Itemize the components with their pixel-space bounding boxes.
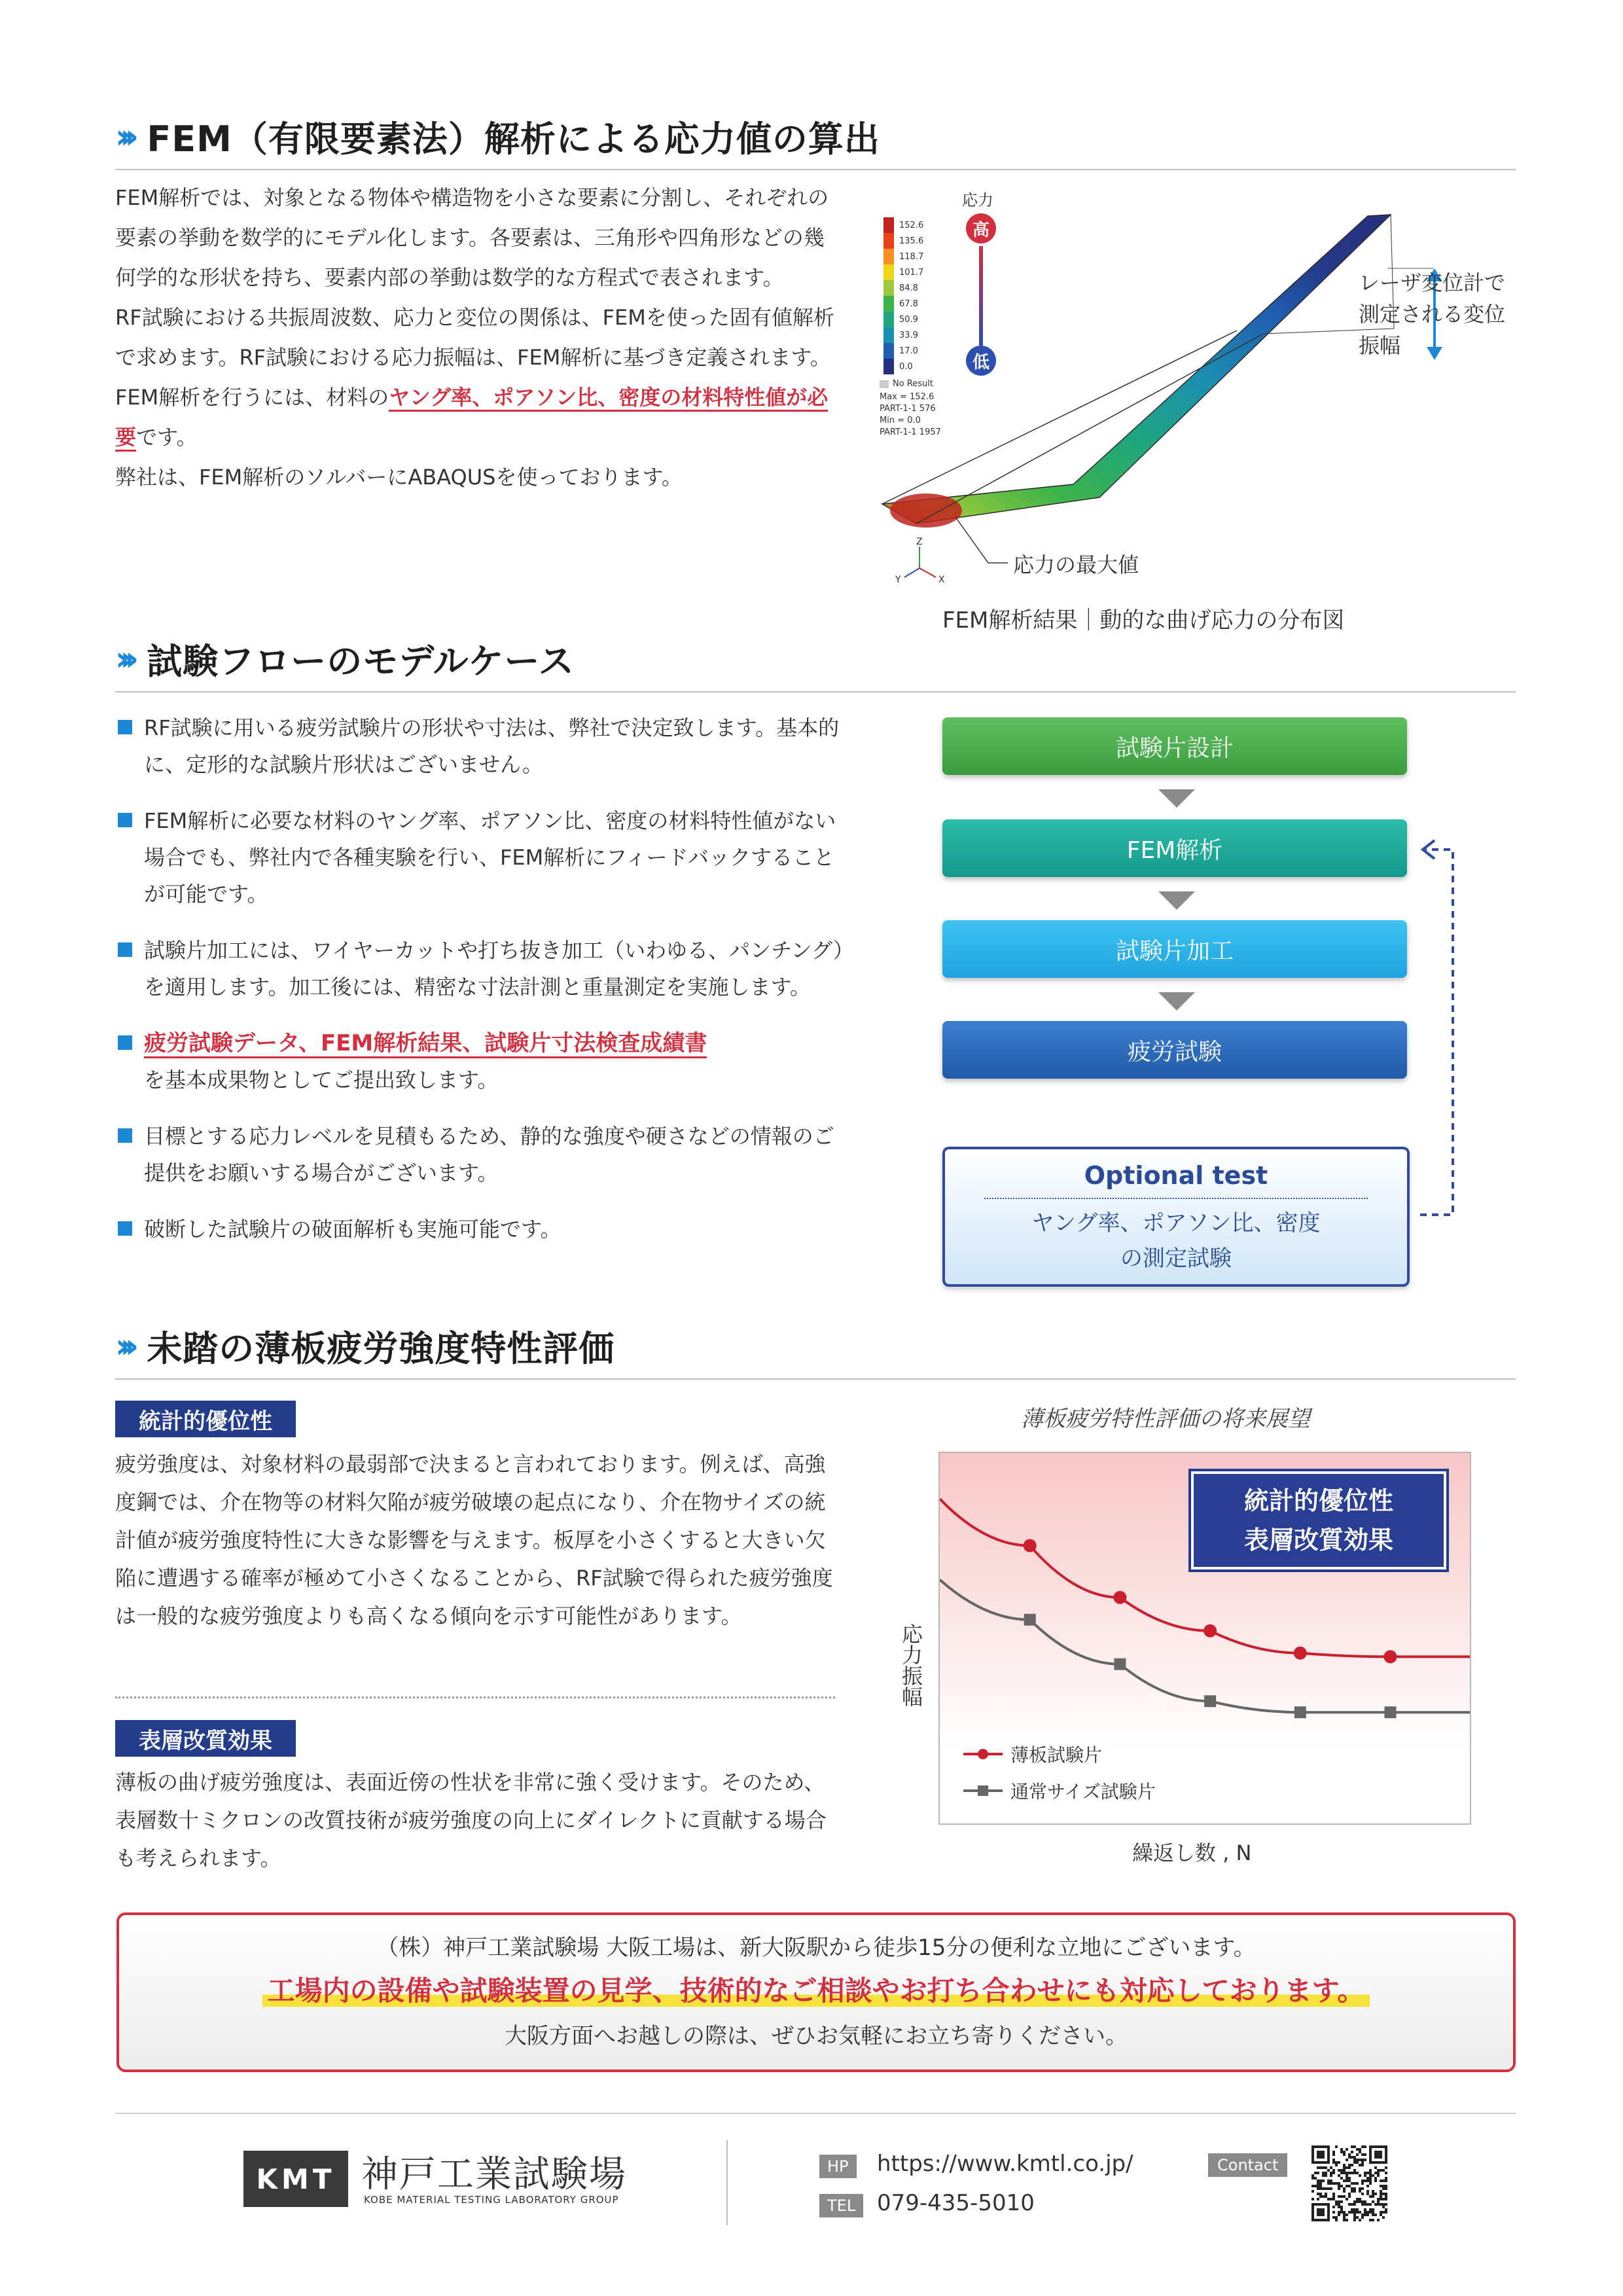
company-logo-mark — [243, 2151, 348, 2207]
optional-body: ヤング率、ポアソン比、密度の測定試験 — [1031, 1210, 1321, 1272]
scale-swatch — [883, 343, 894, 359]
list-item: FEM解析に必要な材料のヤング率、ポアソン比、密度の材料特性値がない場合でも、弊社内で各種実験を行い、FEM解析にフィードバックすることが可能です。 — [115, 802, 848, 912]
scale-row — [883, 264, 923, 280]
section3-title: 未踏の薄板疲労強度特性評価 — [147, 1328, 615, 1369]
list-item: 疲労試験データ、FEM解析結果、試験片寸法検査成績書 を基本成果物としてご提出致します。 — [115, 1025, 848, 1098]
flow-step-design: 試験片設計 — [942, 717, 1407, 775]
notice-line2-wrap — [119, 1969, 1513, 2009]
scale-value: 118.7 — [899, 251, 924, 262]
bullet-square-icon — [118, 1221, 132, 1236]
paragraph: 弊社は、FEM解析のソルバーにABAQUSを使っております。 — [115, 465, 683, 490]
scale-value: 0.0 — [899, 361, 913, 372]
axis-label: Y — [895, 575, 901, 585]
chart-legend — [963, 1741, 1156, 1814]
highlight-text: ヤング率、ポアソン比、密度の材料特性値が必要 — [115, 385, 828, 452]
tag-statistical: 統計的優位性 — [115, 1401, 296, 1437]
scale-row — [883, 249, 923, 264]
list-item: 試験片加工には、ワイヤーカットや打ち抜き加工（いわゆる、パンチング）を適用します。加工後には、精密な寸法計測と重量測定を実施します。 — [115, 932, 848, 1005]
data-point — [1294, 1647, 1307, 1660]
data-point — [1385, 1706, 1397, 1718]
section3-header — [115, 1321, 615, 1371]
list-item: 破断した試験片の破面解析も実施可能です。 — [115, 1211, 848, 1247]
chevrons-icon: › › › — [115, 1326, 130, 1366]
scale-stats — [880, 378, 941, 439]
list-item: 目標とする応力レベルを見積もるため、静的な強度や硬さなどの情報のご提供をお願いする場合がございます。 — [115, 1118, 848, 1191]
scale-swatch — [883, 312, 894, 327]
optional-test-box — [942, 1147, 1410, 1287]
fem-figure — [870, 177, 1525, 648]
chart-title: 薄板疲労特性評価の将来展望 — [1021, 1406, 1310, 1432]
legend-item — [963, 1741, 1156, 1767]
section1-text — [115, 178, 842, 497]
legend-label: 薄板試験片 — [1010, 1744, 1103, 1766]
legend-item — [963, 1778, 1156, 1804]
scale-value: 135.6 — [899, 236, 924, 246]
data-point — [1204, 1695, 1216, 1707]
stat-line: Max = 152.6 — [880, 392, 935, 402]
paragraph: FEM解析を行うには、材料のヤング率、ポアソン比、密度の材料特性値が必要です。 — [115, 378, 842, 457]
company-name: 神戸工業試験場 — [361, 2153, 627, 2196]
chart-xlabel: 繰返し数 , N — [1132, 1840, 1252, 1865]
data-point — [1114, 1659, 1126, 1670]
optional-title: Optional test — [1084, 1161, 1268, 1190]
scale-row — [883, 312, 923, 327]
flow-step-fem: FEM解析 — [942, 819, 1407, 877]
highlight-text: 疲労試験データ、FEM解析結果、試験片寸法検査成績書 — [144, 1030, 707, 1058]
scale-value: 33.9 — [899, 330, 918, 340]
low-badge: 低 — [966, 346, 996, 376]
bullet-square-icon — [118, 1128, 132, 1143]
bullet-square-icon — [118, 942, 132, 957]
scale-swatch — [883, 327, 894, 343]
notice-line3: 大阪方面へお越しの際は、ぜひお気軽にお立ち寄りください。 — [505, 2023, 1128, 2049]
footer-divider — [726, 2140, 728, 2225]
contact-label: Contact — [1208, 2153, 1287, 2177]
scale-value: 101.7 — [899, 267, 924, 278]
max-note: 応力の最大値 — [1013, 552, 1139, 577]
bullet-square-icon — [118, 1035, 132, 1050]
fem-plot — [870, 177, 1525, 648]
axis-label: X — [938, 575, 945, 585]
statistical-text: 疲労強度は、対象材料の最弱部で決まると言われております。例えば、高強度鋼では、介在物等の材料欠陥が疲労破壊の起点になり、介在物サイズの統計値が疲労強度特性に大きな影響を与えます。板厚を小さくすると大きい欠陥に遭遇する確率が極めて小さくなることから、RF試験で得られた疲労強度は一般的な疲労強度よりも高くなる傾向を示す可能性があります。 — [115, 1452, 833, 1628]
scale-swatch — [883, 359, 894, 374]
chevrons-icon: › › › — [115, 639, 130, 679]
flow-step-machining: 試験片加工 — [942, 920, 1407, 978]
section1-header — [115, 111, 880, 162]
scale-swatch — [883, 280, 894, 296]
scale-value: 17.0 — [899, 346, 918, 356]
bullet-square-icon — [118, 720, 132, 734]
scale-value: 84.8 — [899, 283, 918, 293]
section1-title: FEM（有限要素法）解析による応力値の算出 — [147, 118, 880, 160]
notice-box — [116, 1912, 1516, 2072]
qr-code-icon[interactable] — [1309, 2143, 1390, 2224]
legend-marker-circle-icon — [963, 1748, 1003, 1761]
section2-title: 試験フローのモデルケース — [147, 641, 575, 682]
divider — [115, 691, 1516, 692]
scale-row — [883, 327, 923, 343]
scale-swatch — [883, 217, 894, 233]
series-line — [940, 1580, 1470, 1713]
chevrons-icon: › › › — [115, 117, 130, 156]
annotation-box — [1188, 1469, 1449, 1572]
figure-caption: FEM解析結果｜動的な曲げ応力の分布図 — [942, 607, 1345, 634]
website-link[interactable]: https://www.kmtl.co.jp/ — [877, 2151, 1133, 2177]
divider — [115, 1378, 1516, 1380]
scale-value: 67.8 — [899, 298, 918, 309]
stat-line: PART-1-1 1957 — [880, 427, 941, 437]
axis-label: Z — [916, 537, 923, 547]
scale-value: 152.6 — [899, 220, 924, 230]
tel-label: TEL — [819, 2194, 863, 2217]
stress-gradient-arrow — [979, 246, 983, 346]
scale-value: 50.9 — [899, 314, 918, 325]
phone-number: 079-435-5010 — [877, 2190, 1035, 2216]
data-point — [1204, 1624, 1217, 1638]
section2-header — [115, 634, 575, 684]
surface-text: 薄板の曲げ疲労強度は、表面近傍の性状を非常に強く受けます。そのため、表層数十ミクロンの改質技術が疲労強度の向上にダイレクトに貢献する場合も考えられます。 — [115, 1770, 827, 1871]
scale-swatch — [883, 233, 894, 249]
divider — [115, 169, 1516, 170]
axis-x — [919, 568, 936, 577]
axis-y — [904, 568, 919, 577]
legend-label: 通常サイズ試験片 — [1010, 1781, 1156, 1803]
dotted-divider — [115, 1696, 835, 1698]
divider — [115, 2113, 1516, 2114]
laser-note: レーザ変位計で測定される変位振幅 — [1359, 270, 1506, 358]
chart-ylabel: 応力振幅 — [899, 1623, 923, 1707]
data-point — [1384, 1650, 1397, 1663]
scale-swatch — [883, 264, 894, 280]
annotation-line: 統計的優位性 — [1243, 1486, 1393, 1515]
scale-row — [883, 296, 923, 312]
hp-label: HP — [819, 2155, 857, 2178]
tag-surface: 表層改質効果 — [115, 1720, 296, 1757]
stat-line: PART-1-1 576 — [880, 404, 936, 414]
data-point — [1294, 1706, 1306, 1718]
max-leader — [955, 517, 1008, 563]
max-stress-spot — [890, 493, 962, 528]
data-point — [1024, 1539, 1037, 1552]
scale-row — [883, 280, 923, 296]
notice-line2: 工場内の設備や試験装置の見学、技術的なご相談やお打ち合わせにも対応しております。 — [262, 1975, 1370, 2007]
scale-swatch — [883, 296, 894, 312]
annotation-line: 表層改質効果 — [1243, 1526, 1393, 1554]
paragraph: RF試験における共振周波数、応力と変位の関係は、FEMを使った固有値解析で求めます。RF試験における応力振幅は、FEM解析に基づき定義されます。 — [115, 305, 834, 370]
feedback-arrow — [1407, 831, 1466, 1224]
data-point — [1024, 1614, 1036, 1626]
no-result-label: No Result — [893, 379, 933, 389]
feedback-dashed-line — [1420, 850, 1453, 1215]
flow-step-fatigue: 疲労試験 — [942, 1021, 1407, 1079]
scale-bars — [883, 217, 923, 374]
beam-shape — [882, 215, 1391, 524]
plot-area — [938, 1452, 1471, 1825]
notice-line1: （株）神戸工業試験場 大阪工場は、新大阪駅から徒歩15分の便利な立地にございます。 — [376, 1935, 1256, 1961]
flow-arrow-down-icon — [1158, 891, 1195, 910]
data-point — [1113, 1591, 1126, 1604]
flow-arrow-down-icon — [1158, 789, 1195, 808]
company-name-en: KOBE MATERIAL TESTING LABORATORY GROUP — [364, 2194, 619, 2206]
scale-row — [883, 343, 923, 359]
stat-line: Min = 0.0 — [880, 416, 921, 425]
bullet-list — [115, 709, 848, 1267]
bullet-square-icon — [118, 813, 132, 827]
stress-label: 応力 — [962, 191, 993, 209]
scale-swatch — [883, 249, 894, 264]
high-badge: 高 — [966, 213, 996, 243]
dotted-divider — [984, 1198, 1368, 1199]
flow-arrow-down-icon — [1158, 992, 1195, 1011]
scale-row — [883, 359, 923, 374]
list-item: RF試験に用いる疲労試験片の形状や寸法は、弊社で決定致します。基本的に、定形的な試験片形状はございません。 — [115, 709, 848, 783]
chart-container — [897, 1401, 1518, 1872]
paragraph: FEM解析では、対象となる物体や構造物を小さな要素に分割し、それぞれの要素の挙動を数学的にモデル化します。各要素は、三角形や四角形などの幾何学的な形状を持ち、要素内部の挙動は数学的な方程式で表されます。 — [115, 185, 829, 290]
scale-row — [883, 233, 923, 249]
scale-row — [883, 217, 923, 233]
color-scale — [883, 217, 923, 374]
logo-text: KMT — [256, 2162, 336, 2195]
legend-marker-square-icon — [963, 1784, 1003, 1797]
